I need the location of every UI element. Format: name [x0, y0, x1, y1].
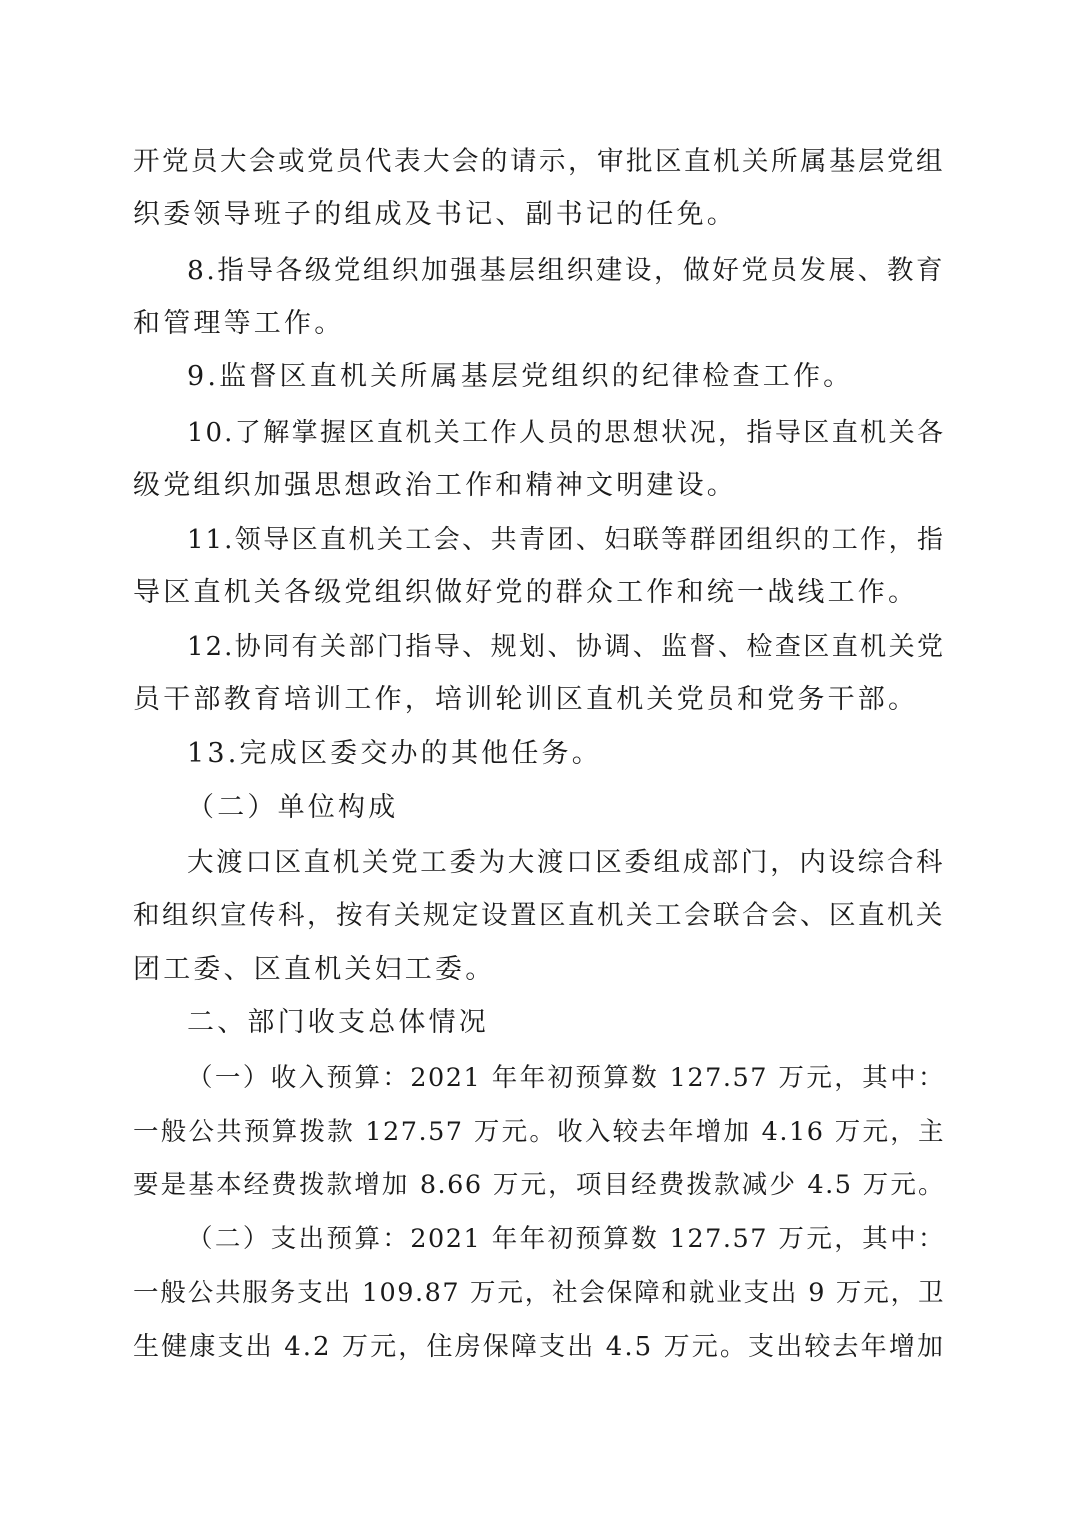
section-heading: 二、部门收支总体情况	[187, 1007, 489, 1038]
text-line: 10.了解掌握区直机关工作人员的思想状况，指导区直机关各	[187, 418, 945, 448]
text-line: 级党组织加强思想政治工作和精神文明建设。	[133, 470, 737, 501]
text-line: 9.监督区直机关所属基层党组织的纪律检查工作。	[187, 361, 854, 392]
text-line: 一般公共预算拨款 127.57 万元。收入较去年增加 4.16 万元，主	[133, 1117, 945, 1147]
text-line: 要是基本经费拨款增加 8.66 万元，项目经费拨款减少 4.5 万元。	[133, 1170, 945, 1200]
text-line: 和组织宣传科，按有关规定设置区直机关工会联合会、区直机关	[133, 900, 945, 931]
text-line: 11.领导区直机关工会、共青团、妇联等群团组织的工作，指	[187, 525, 945, 555]
text-line: 团工委、区直机关妇工委。	[133, 954, 496, 985]
text-line: 开党员大会或党员代表大会的请示，审批区直机关所属基层党组	[133, 146, 945, 177]
section-subheading: （二）单位构成	[187, 792, 399, 823]
text-line: 导区直机关各级党组织做好党的群众工作和统一战线工作。	[133, 577, 919, 608]
text-line: 大渡口区直机关党工委为大渡口区委组成部门，内设综合科	[187, 847, 945, 878]
text-line: 8.指导各级党组织加强基层组织建设，做好党员发展、教育	[187, 255, 945, 286]
text-line: （一）收入预算：2021 年年初预算数 127.57 万元，其中：	[187, 1063, 945, 1093]
text-line: 员干部教育培训工作，培训轮训区直机关党员和党务干部。	[133, 684, 919, 715]
text-line: 13.完成区委交办的其他任务。	[187, 738, 602, 769]
text-line: 和管理等工作。	[133, 308, 345, 339]
text-line: （二）支出预算：2021 年年初预算数 127.57 万元，其中：	[187, 1224, 945, 1254]
text-line: 生健康支出 4.2 万元，住房保障支出 4.5 万元。支出较去年增加	[133, 1332, 945, 1362]
text-line: 织委领导班子的组成及书记、副书记的任免。	[133, 199, 737, 230]
text-line: 12.协同有关部门指导、规划、协调、监督、检查区直机关党	[187, 632, 945, 662]
text-line: 一般公共服务支出 109.87 万元，社会保障和就业支出 9 万元，卫	[133, 1278, 945, 1308]
